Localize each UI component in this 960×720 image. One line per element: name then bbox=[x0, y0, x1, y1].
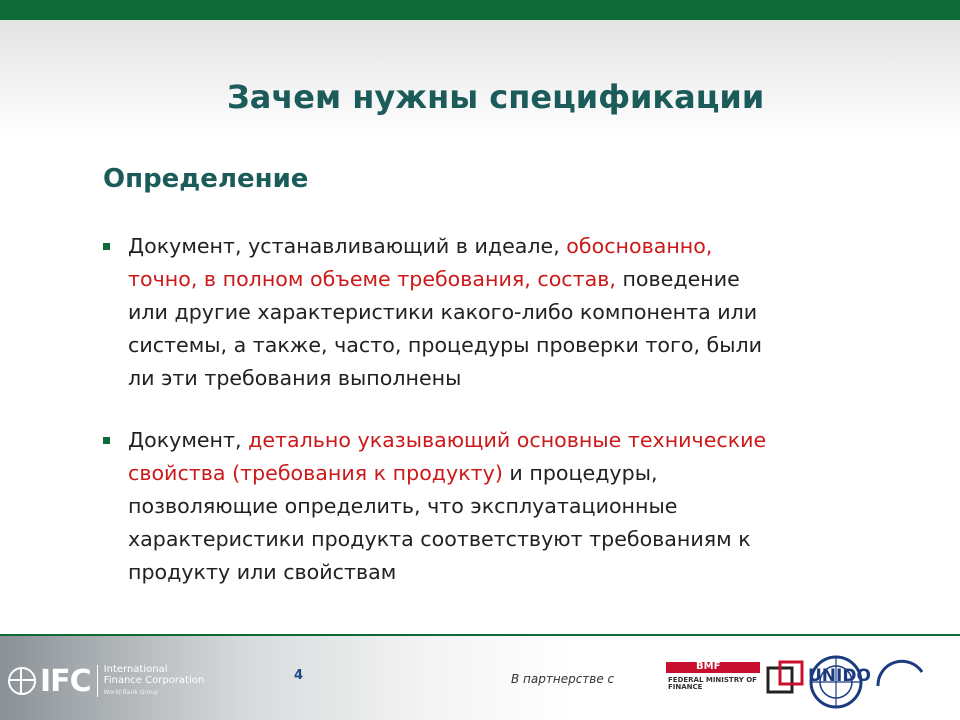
section-heading: Определение bbox=[103, 164, 309, 194]
slide-title: Зачем нужны спецификации bbox=[227, 78, 765, 116]
page-number: 4 bbox=[294, 668, 304, 683]
globe-icon bbox=[8, 667, 36, 695]
bullet-item-2 bbox=[103, 424, 843, 589]
unido-arc-icon bbox=[872, 652, 928, 708]
bullet-text-part: системы, а также, часто, процедуры проверки того, были bbox=[128, 333, 763, 357]
ifc-name bbox=[104, 664, 205, 698]
bullet-text-part: и процедуры, bbox=[502, 461, 658, 485]
bullet-text-highlight: точно, в полном объеме требования, состав, bbox=[128, 267, 616, 291]
bullet-text-part: Документ, bbox=[128, 428, 249, 452]
bullet-text-part: или другие характеристики какого-либо компонента или bbox=[128, 300, 758, 324]
ifc-name-line: International bbox=[103, 664, 168, 675]
bullet-text bbox=[128, 230, 843, 395]
square-bullet-icon bbox=[103, 437, 110, 444]
bullet-text-highlight: обоснованно, bbox=[566, 234, 713, 258]
bmf-subtitle: FEDERAL MINISTRY OF FINANCE bbox=[668, 676, 757, 691]
unido-label: UNIDO bbox=[808, 666, 871, 686]
top-accent-bar bbox=[0, 0, 960, 20]
ifc-logo bbox=[8, 662, 204, 700]
ifc-subtitle: World Bank Group bbox=[103, 689, 159, 696]
bullet-text bbox=[128, 424, 843, 589]
bullet-text-part: позволяющие определить, что эксплуатационные bbox=[128, 494, 678, 518]
bullet-item-1 bbox=[103, 230, 843, 395]
ifc-letters: IFC bbox=[40, 663, 91, 699]
square-bullet-icon bbox=[103, 243, 110, 250]
bmf-bar bbox=[666, 662, 760, 673]
bullet-text-part: характеристики продукта соответствуют требованиям к bbox=[128, 527, 751, 551]
bullet-text-part: Документ, устанавливающий в идеале, bbox=[128, 234, 567, 258]
bullet-text-highlight: детально указывающий основные технические bbox=[248, 428, 767, 452]
bullet-text-part: поведение bbox=[615, 267, 740, 291]
bmf-label: BMF bbox=[696, 661, 721, 672]
seco-logo bbox=[766, 660, 806, 700]
logo-separator bbox=[97, 665, 98, 697]
ifc-name-line: Finance Corporation bbox=[103, 675, 205, 686]
bmf-logo bbox=[666, 662, 760, 698]
bullet-text-part: продукту или свойствам bbox=[128, 560, 397, 584]
bullet-text-highlight: свойства (требования к продукту) bbox=[128, 461, 503, 485]
bullet-text-part: ли эти требования выполнены bbox=[128, 366, 462, 390]
partner-text: В партнерстве с bbox=[511, 672, 615, 686]
